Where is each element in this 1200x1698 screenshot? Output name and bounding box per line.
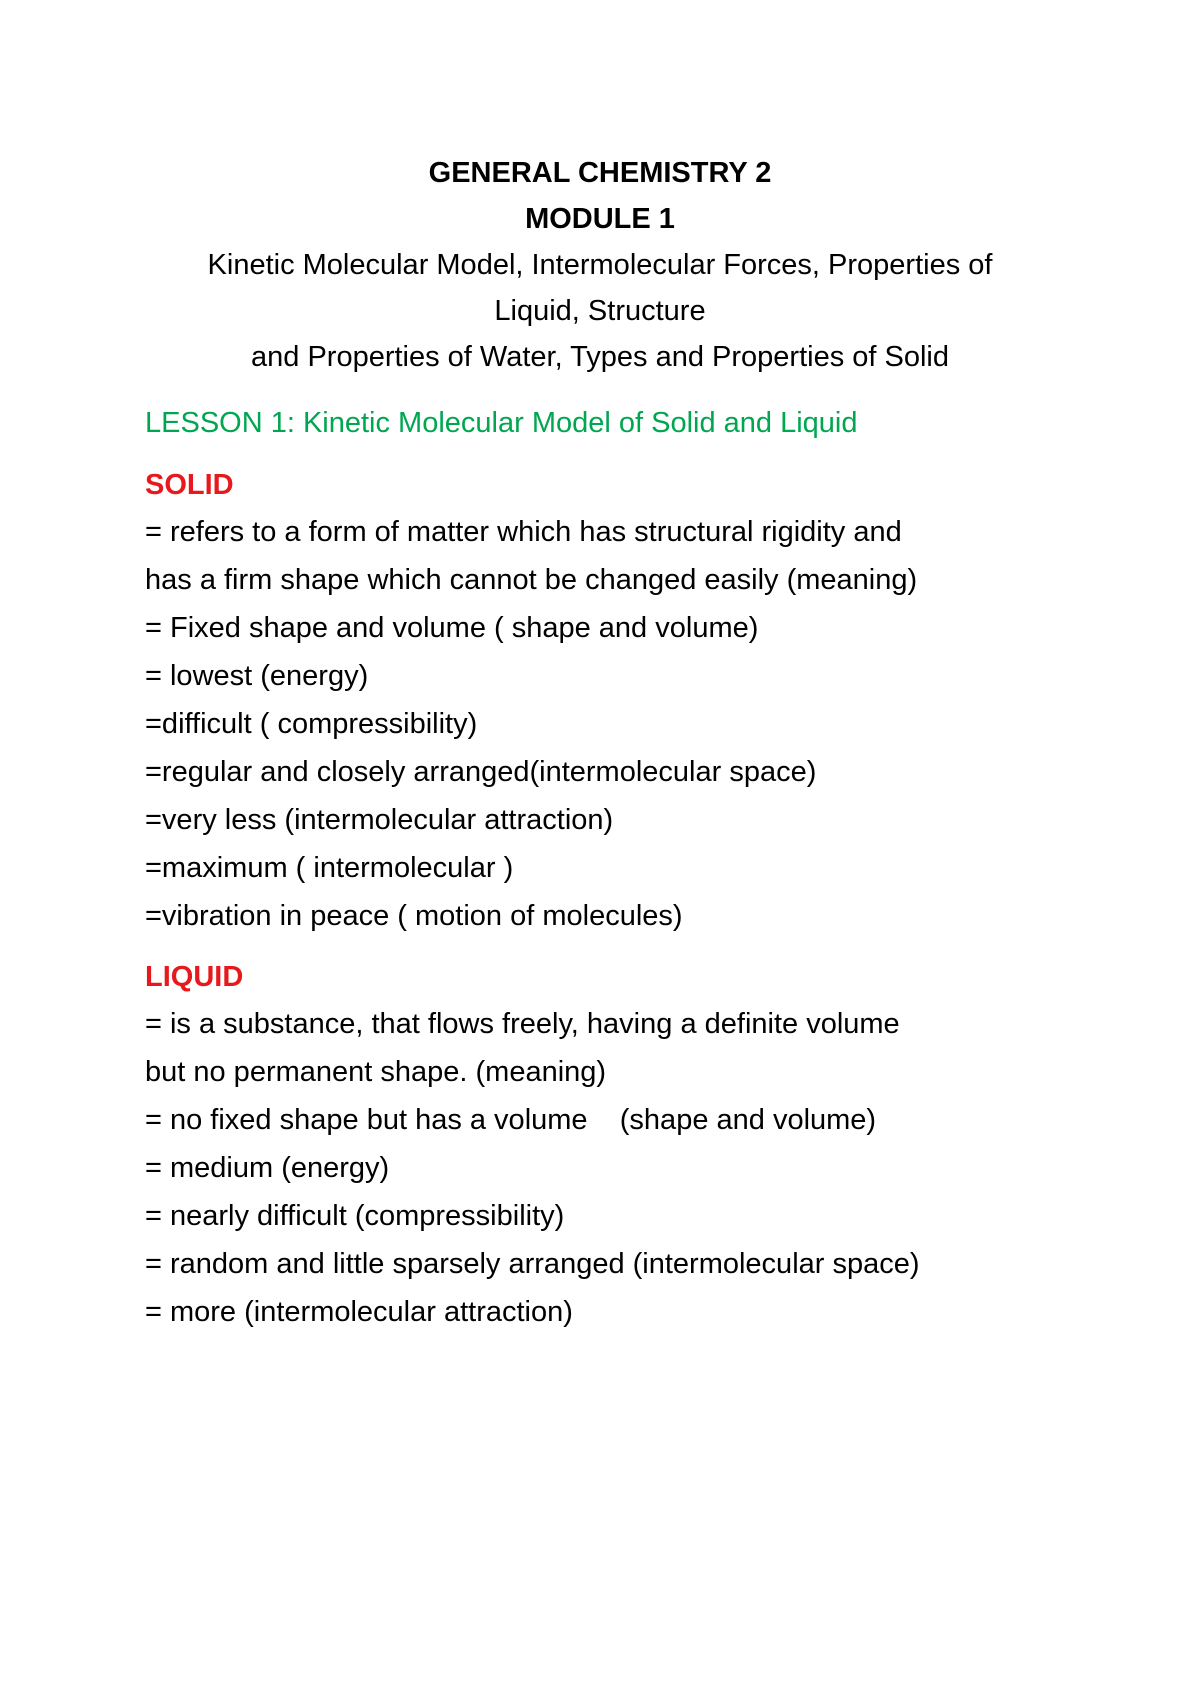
section-line: = refers to a form of matter which has structural rigidity and [145, 516, 902, 548]
lesson-heading: LESSON 1: Kinetic Molecular Model of Solid and Liquid [145, 407, 858, 439]
section-heading: LIQUID [145, 961, 244, 993]
section-line: = medium (energy) [145, 1152, 390, 1184]
section-line: =difficult ( compressibility) [145, 708, 478, 740]
section-liquid [145, 954, 1105, 1336]
section-line: = nearly difficult (compressibility) [145, 1200, 565, 1232]
section-solid [145, 462, 1105, 940]
section-line: = Fixed shape and volume ( shape and volume) [145, 612, 759, 644]
section-line: =maximum ( intermolecular ) [145, 852, 514, 884]
module-title: MODULE 1 [525, 203, 675, 235]
section-line: = lowest (energy) [145, 660, 369, 692]
section-line: =vibration in peace ( motion of molecules) [145, 900, 683, 932]
document-header [0, 150, 1200, 380]
section-line: = more (intermolecular attraction) [145, 1296, 573, 1328]
section-line: =very less (intermolecular attraction) [145, 804, 614, 836]
section-line: = no fixed shape but has a volume (shape and volume) [145, 1104, 877, 1136]
document-body [145, 400, 1105, 1350]
section-line: has a firm shape which cannot be changed easily (meaning) [145, 564, 918, 596]
module-subtitle-line: Liquid, Structure [494, 295, 706, 327]
section-line: = random and little sparsely arranged (intermolecular space) [145, 1248, 920, 1280]
section-line: but no permanent shape. (meaning) [145, 1056, 607, 1088]
course-title: GENERAL CHEMISTRY 2 [428, 157, 772, 189]
module-subtitle-line: and Properties of Water, Types and Properties of Solid [251, 341, 949, 373]
section-line: =regular and closely arranged(intermolecular space) [145, 756, 817, 788]
section-heading: SOLID [145, 469, 234, 501]
module-subtitle-line: Kinetic Molecular Model, Intermolecular Forces, Properties of [207, 249, 993, 281]
section-line: = is a substance, that flows freely, having a definite volume [145, 1008, 900, 1040]
